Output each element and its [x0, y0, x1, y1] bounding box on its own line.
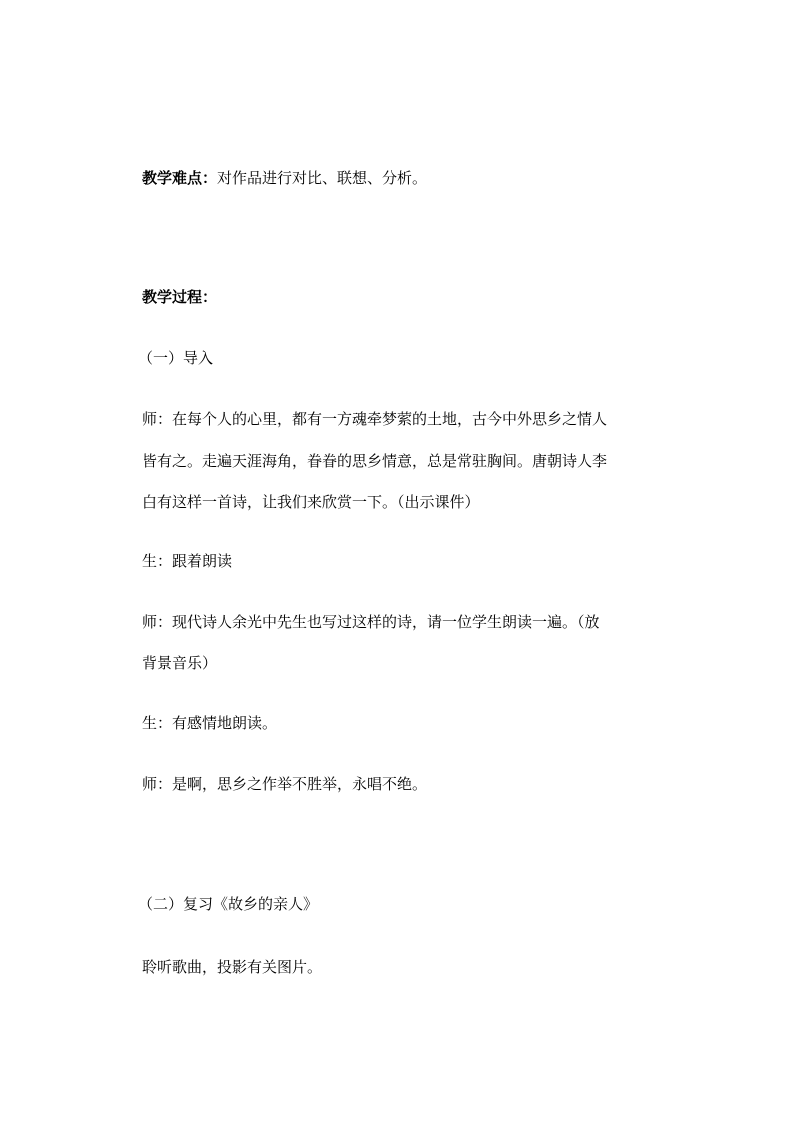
teacher-conclusion-line: 师：是啊，思乡之作举不胜举，永唱不绝。	[142, 775, 428, 793]
teaching-process-heading: 教学过程：	[142, 288, 218, 306]
teaching-difficulty-text: 对作品进行对比、联想、分析。	[217, 169, 428, 187]
teacher-intro-line-2: 皆有之。走遍天涯海角，眷眷的思乡情意，总是常驻胸间。唐朝诗人李	[142, 452, 608, 470]
teacher-modern-line-1: 师：现代诗人余光中先生也写过这样的诗，请一位学生朗读一遍。（放	[142, 613, 600, 631]
teacher-modern-line-2: 背景音乐）	[142, 654, 218, 672]
teaching-difficulty-paragraph	[142, 168, 427, 188]
section-two-title: （二）复习《故乡的亲人》	[138, 895, 319, 913]
teacher-intro-line-3: 白有这样一首诗，让我们来欣赏一下。（出示课件）	[142, 493, 480, 511]
student-reading-line: 生：跟着朗读	[142, 552, 233, 570]
teacher-intro-line-1: 师：在每个人的心里，都有一方魂牵梦萦的土地，古今中外思乡之情人	[142, 410, 608, 428]
section-two-activity: 聆听歌曲，投影有关图片。	[142, 958, 323, 976]
teaching-difficulty-label: 教学难点：	[142, 169, 218, 187]
section-one-title: （一）导入	[138, 349, 214, 367]
student-emotional-line: 生：有感情地朗读。	[142, 714, 278, 732]
